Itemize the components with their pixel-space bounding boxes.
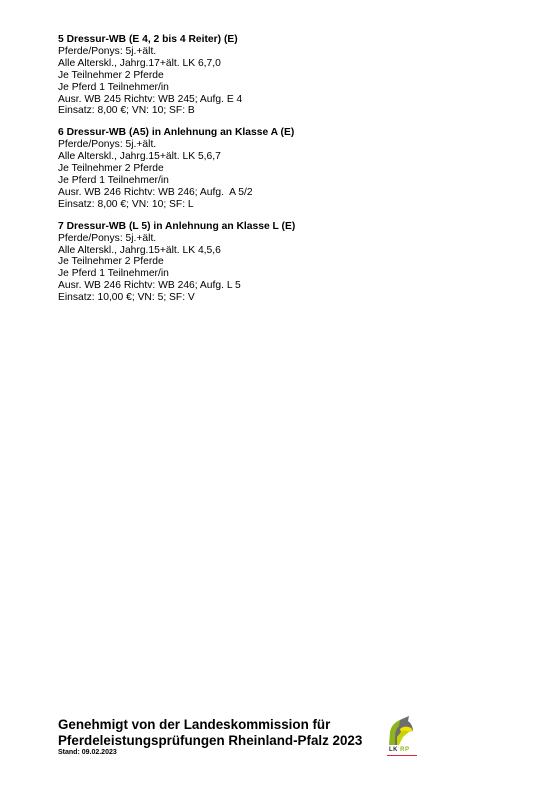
footer-approval-line-1: Genehmigt von der Landeskommission für xyxy=(58,717,331,732)
logo-text xyxy=(389,746,410,754)
competition-title: 6 Dressur-WB (A5) in Anlehnung an Klasse A (E) xyxy=(58,127,295,139)
horse-head-logo-icon xyxy=(387,715,415,745)
competition-riders-per-horse: Je Pferd 1 Teilnehmer/in xyxy=(58,81,169,93)
competition-rules: Ausr. WB 245 Richtv: WB 245; Aufg. E 4 xyxy=(58,93,243,105)
competition-riders-per-horse: Je Pferd 1 Teilnehmer/in xyxy=(58,174,169,186)
competition-rules: Ausr. WB 246 Richtv: WB 246; Aufg. L 5 xyxy=(58,280,241,292)
competition-title: 7 Dressur-WB (L 5) in Anlehnung an Klasse L (E) xyxy=(58,220,296,232)
competition-horse-age: Pferde/Ponys: 5j.+ält. xyxy=(58,139,157,151)
footer-date: Stand: 09.02.2023 xyxy=(58,749,117,757)
lk-rp-logo xyxy=(387,715,419,761)
competition-age-class: Alle Alterskl., Jahrg.17+ält. LK 6,7,0 xyxy=(58,57,221,69)
competition-fee: Einsatz: 8,00 €; VN: 10; SF: B xyxy=(58,105,195,117)
competition-fee: Einsatz: 8,00 €; VN: 10; SF: L xyxy=(58,198,194,210)
competition-list xyxy=(58,34,498,314)
competition-horses-per-rider: Je Teilnehmer 2 Pferde xyxy=(58,256,164,268)
competition-fee: Einsatz: 10,00 €; VN: 5; SF: V xyxy=(58,292,195,304)
competition-title: 5 Dressur-WB (E 4, 2 bis 4 Reiter) (E) xyxy=(58,34,238,45)
competition-7 xyxy=(58,221,498,304)
approval-footer xyxy=(58,717,498,758)
competition-horses-per-rider: Je Teilnehmer 2 Pferde xyxy=(58,69,164,81)
competition-age-class: Alle Alterskl., Jahrg.15+ält. LK 5,6,7 xyxy=(58,151,221,163)
competition-riders-per-horse: Je Pferd 1 Teilnehmer/in xyxy=(58,268,169,280)
competition-rules: Ausr. WB 246 Richtv: WB 246; Aufg. A 5/2 xyxy=(58,186,253,198)
competition-age-class: Alle Alterskl., Jahrg.15+ält. LK 4,5,6 xyxy=(58,244,221,256)
logo-rp-text: RP xyxy=(400,747,410,753)
logo-underline xyxy=(387,755,417,756)
competition-horses-per-rider: Je Teilnehmer 2 Pferde xyxy=(58,163,164,175)
competition-horse-age: Pferde/Ponys: 5j.+ält. xyxy=(58,45,157,57)
footer-approval-line-2: Pferdeleistungsprüfungen Rheinland-Pfalz 2023 xyxy=(58,732,363,748)
competition-6 xyxy=(58,127,498,210)
logo-lk-text: LK xyxy=(389,747,398,753)
competition-horse-age: Pferde/Ponys: 5j.+ält. xyxy=(58,232,157,244)
competition-5 xyxy=(58,34,498,117)
